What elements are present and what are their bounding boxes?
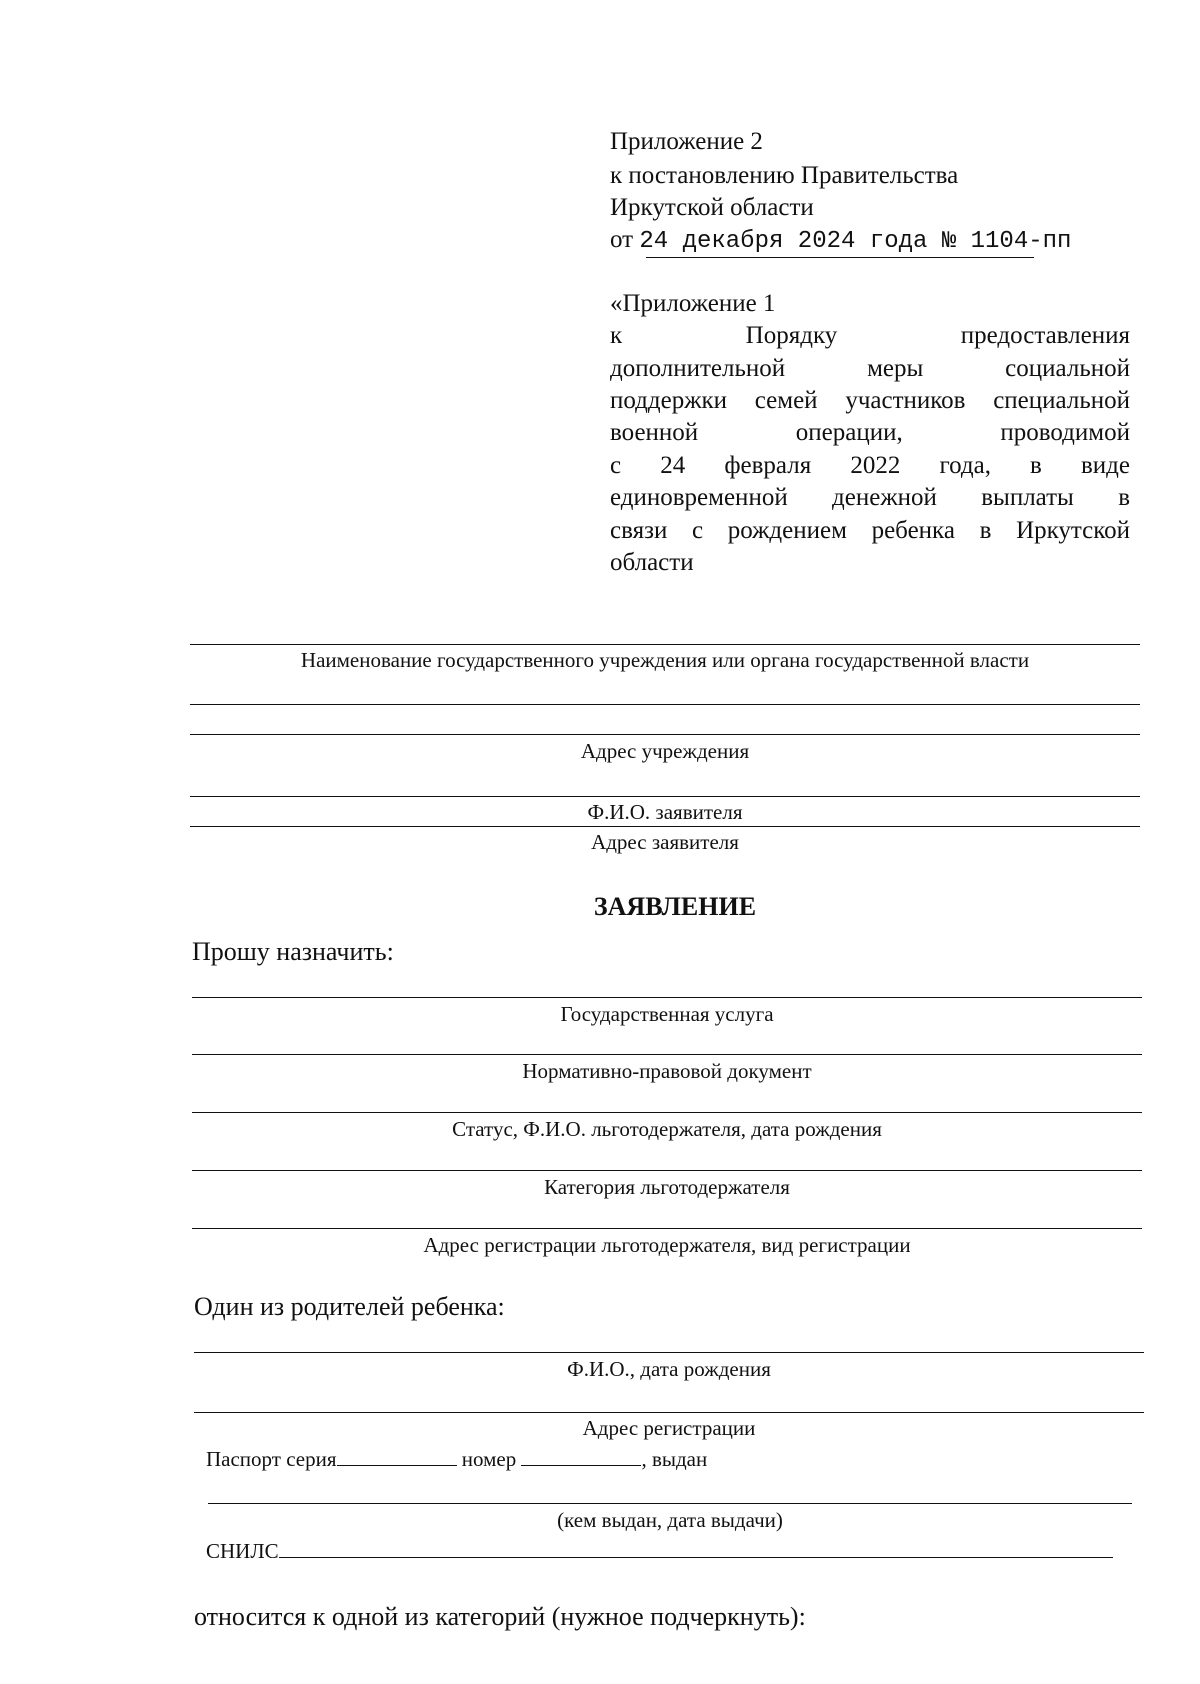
annex-line: поддержки семей участников специальной bbox=[610, 387, 1130, 414]
issued-by-caption: (кем выдан, дата выдачи) bbox=[557, 1508, 783, 1532]
holder-status-caption: Статус, Ф.И.О. льготодержателя, дата рождения bbox=[452, 1117, 882, 1141]
parent-address-line[interactable] bbox=[194, 1412, 1144, 1413]
holder-category-caption: Категория льготодержателя bbox=[544, 1175, 790, 1199]
resolution-ref: к постановлению Правительства bbox=[610, 162, 959, 189]
parent-heading: Один из родителей ребенка: bbox=[194, 1292, 505, 1321]
institution-extra-line[interactable] bbox=[190, 704, 1140, 705]
institution-address-caption: Адрес учреждения bbox=[580, 739, 750, 763]
holder-address-caption: Адрес регистрации льготодержателя, вид регистрации bbox=[423, 1233, 911, 1257]
passport-series-field[interactable] bbox=[337, 1447, 457, 1466]
legal-doc-caption: Нормативно-правовой документ bbox=[522, 1059, 812, 1083]
date-underline bbox=[646, 257, 1034, 258]
applicant-address-line[interactable] bbox=[190, 826, 1140, 827]
institution-field-line[interactable] bbox=[190, 644, 1140, 645]
parent-name-caption: Ф.И.О., дата рождения bbox=[567, 1357, 771, 1381]
resolution-date bbox=[610, 224, 1071, 258]
passport-number-field[interactable] bbox=[521, 1447, 641, 1466]
holder-status-line[interactable] bbox=[192, 1112, 1142, 1113]
snils-label: СНИЛС bbox=[206, 1539, 279, 1563]
annex-line: дополнительной меры социальной bbox=[610, 355, 1130, 382]
issued-by-line[interactable] bbox=[208, 1503, 1132, 1504]
annex-line: военной операции, проводимой bbox=[610, 419, 1130, 446]
passport-issued-label: , выдан bbox=[641, 1447, 708, 1471]
applicant-address-caption: Адрес заявителя bbox=[591, 830, 739, 854]
annex-line: «Приложение 1 bbox=[610, 290, 776, 317]
annex-line: единовременной денежной выплаты в bbox=[610, 484, 1130, 511]
region-name: Иркутской области bbox=[610, 194, 814, 221]
date-value: 24 декабря 2024 года № 1104-пп bbox=[639, 228, 1072, 255]
holder-category-line[interactable] bbox=[192, 1170, 1142, 1171]
passport-row bbox=[206, 1447, 707, 1472]
legal-doc-line[interactable] bbox=[192, 1054, 1142, 1055]
request-text: Прошу назначить: bbox=[192, 937, 394, 966]
categories-text: относится к одной из категорий (нужное подчеркнуть): bbox=[194, 1602, 806, 1631]
annex-line: с 24 февраля 2022 года, в виде bbox=[610, 452, 1130, 479]
snils-field[interactable] bbox=[279, 1539, 1113, 1558]
parent-name-line[interactable] bbox=[194, 1352, 1144, 1353]
snils-row bbox=[206, 1539, 1113, 1564]
passport-number-label: номер bbox=[461, 1447, 517, 1471]
annex-line: к Порядку предоставления bbox=[610, 322, 1130, 349]
annex-line: области bbox=[610, 549, 694, 576]
appendix-label: Приложение 2 bbox=[610, 128, 763, 155]
applicant-name-caption: Ф.И.О. заявителя bbox=[587, 800, 743, 824]
annex-line: связи с рождением ребенка в Иркутской bbox=[610, 517, 1130, 544]
parent-address-caption: Адрес регистрации bbox=[582, 1416, 756, 1440]
holder-address-line[interactable] bbox=[192, 1228, 1142, 1229]
passport-series-label: Паспорт серия bbox=[206, 1447, 337, 1471]
institution-address-line[interactable] bbox=[190, 734, 1140, 735]
institution-caption: Наименование государственного учреждения или органа государственной власти bbox=[300, 648, 1030, 672]
service-line[interactable] bbox=[192, 997, 1142, 998]
date-prefix: от bbox=[610, 226, 634, 253]
applicant-name-line[interactable] bbox=[190, 796, 1140, 797]
statement-title: ЗАЯВЛЕНИЕ bbox=[593, 892, 757, 921]
service-caption: Государственная услуга bbox=[560, 1002, 774, 1026]
